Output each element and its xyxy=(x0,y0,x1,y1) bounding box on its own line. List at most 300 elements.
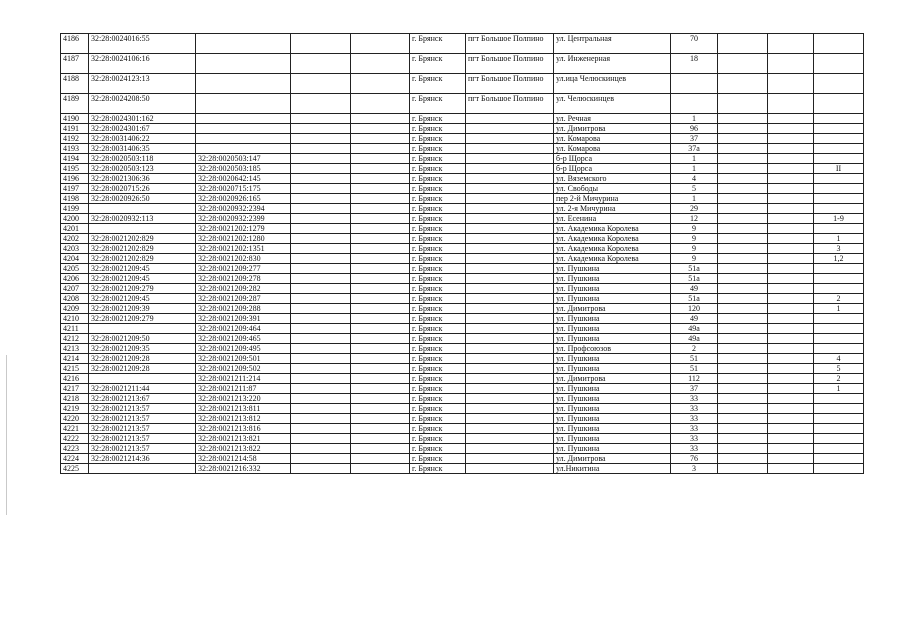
blank-cell-cell xyxy=(768,324,814,334)
blank-cell-cell xyxy=(718,194,768,204)
settlement-cell xyxy=(466,324,554,334)
cadastral-number-2-cell: 32:28:0021209:495 xyxy=(196,344,291,354)
blank-cell-cell xyxy=(291,284,351,294)
city-cell: г. Брянск xyxy=(410,94,466,114)
table-row xyxy=(61,254,864,264)
blank-cell-cell xyxy=(718,354,768,364)
row-number-cell: 4206 xyxy=(61,274,89,284)
table-row xyxy=(61,244,864,254)
settlement-cell: пгт Большое Полпино xyxy=(466,94,554,114)
blank-cell-cell xyxy=(291,464,351,474)
street-cell: ул. Пушкина xyxy=(554,424,671,434)
table-row xyxy=(61,334,864,344)
row-number-cell: 4186 xyxy=(61,34,89,54)
blank-cell-cell xyxy=(291,414,351,424)
street-cell: ул. Пушкина xyxy=(554,444,671,454)
blank-cell-cell xyxy=(718,244,768,254)
settlement-cell xyxy=(466,264,554,274)
cadastral-number-1-cell: 32:28:0020715:26 xyxy=(89,184,196,194)
house-number-cell: 33 xyxy=(671,444,718,454)
street-cell: ул. Комарова xyxy=(554,134,671,144)
apartment-cell: 1 xyxy=(814,234,864,244)
cadastral-number-1-cell: 32:28:0020503:118 xyxy=(89,154,196,164)
blank-cell-cell xyxy=(291,294,351,304)
blank-cell-cell xyxy=(291,254,351,264)
house-number-cell: 76 xyxy=(671,454,718,464)
blank-cell-cell xyxy=(718,374,768,384)
blank-cell-cell xyxy=(351,264,410,274)
cadastral-number-2-cell: 32:28:0021209:465 xyxy=(196,334,291,344)
blank-cell-cell xyxy=(718,164,768,174)
blank-cell-cell xyxy=(351,34,410,54)
blank-cell-cell xyxy=(718,234,768,244)
table-row xyxy=(61,464,864,474)
house-number-cell: 51а xyxy=(671,264,718,274)
blank-cell-cell xyxy=(718,314,768,324)
cadastral-number-2-cell xyxy=(196,74,291,94)
blank-cell-cell xyxy=(718,184,768,194)
blank-cell-cell xyxy=(768,454,814,464)
street-cell: ул. Пушкина xyxy=(554,274,671,284)
table-row xyxy=(61,184,864,194)
blank-cell-cell xyxy=(718,204,768,214)
row-number-cell: 4223 xyxy=(61,444,89,454)
table-row xyxy=(61,124,864,134)
blank-cell-cell xyxy=(718,34,768,54)
apartment-cell xyxy=(814,274,864,284)
apartment-cell xyxy=(814,174,864,184)
blank-cell-cell xyxy=(768,284,814,294)
cadastral-number-1-cell: 32:28:0021202:829 xyxy=(89,234,196,244)
house-number-cell: 37 xyxy=(671,384,718,394)
city-cell: г. Брянск xyxy=(410,354,466,364)
table-row xyxy=(61,404,864,414)
settlement-cell xyxy=(466,454,554,464)
cadastral-number-2-cell: 32:28:0021209:501 xyxy=(196,354,291,364)
blank-cell-cell xyxy=(718,94,768,114)
blank-cell-cell xyxy=(351,384,410,394)
table-row xyxy=(61,294,864,304)
blank-cell-cell xyxy=(768,334,814,344)
blank-cell-cell xyxy=(768,254,814,264)
blank-cell-cell xyxy=(351,194,410,204)
apartment-cell xyxy=(814,54,864,74)
blank-cell-cell xyxy=(291,364,351,374)
city-cell: г. Брянск xyxy=(410,434,466,444)
blank-cell-cell xyxy=(768,114,814,124)
apartment-cell: 1-9 xyxy=(814,214,864,224)
row-number-cell: 4208 xyxy=(61,294,89,304)
blank-cell-cell xyxy=(291,394,351,404)
cadastral-number-2-cell xyxy=(196,94,291,114)
apartment-cell xyxy=(814,444,864,454)
city-cell: г. Брянск xyxy=(410,394,466,404)
table-row xyxy=(61,154,864,164)
blank-cell-cell xyxy=(718,254,768,264)
house-number-cell: 9 xyxy=(671,244,718,254)
cadastral-number-1-cell: 32:28:0021306:36 xyxy=(89,174,196,184)
table-row xyxy=(61,144,864,154)
blank-cell-cell xyxy=(351,74,410,94)
cadastral-number-1-cell xyxy=(89,324,196,334)
blank-cell-cell xyxy=(351,444,410,454)
house-number-cell: 51а xyxy=(671,274,718,284)
row-number-cell: 4199 xyxy=(61,204,89,214)
cadastral-number-1-cell: 32:28:0024208:50 xyxy=(89,94,196,114)
table-row xyxy=(61,394,864,404)
apartment-cell xyxy=(814,154,864,164)
street-cell: ул. Пушкина xyxy=(554,394,671,404)
city-cell: г. Брянск xyxy=(410,464,466,474)
cadastral-number-1-cell: 32:28:0021202:829 xyxy=(89,254,196,264)
settlement-cell xyxy=(466,334,554,344)
cadastral-number-2-cell xyxy=(196,124,291,134)
blank-cell-cell xyxy=(768,434,814,444)
cadastral-number-1-cell: 32:28:0021214:36 xyxy=(89,454,196,464)
cadastral-number-1-cell: 32:28:0021209:45 xyxy=(89,274,196,284)
blank-cell-cell xyxy=(351,214,410,224)
blank-cell-cell xyxy=(291,304,351,314)
cadastral-number-2-cell: 32:28:0021202:1351 xyxy=(196,244,291,254)
city-cell: г. Брянск xyxy=(410,114,466,124)
cadastral-number-1-cell: 32:28:0020503:123 xyxy=(89,164,196,174)
address-register-table xyxy=(60,33,864,474)
row-number-cell: 4201 xyxy=(61,224,89,234)
street-cell: ул. Есенина xyxy=(554,214,671,224)
city-cell: г. Брянск xyxy=(410,124,466,134)
house-number-cell: 96 xyxy=(671,124,718,134)
table-row xyxy=(61,374,864,384)
settlement-cell xyxy=(466,274,554,284)
cadastral-number-1-cell: 32:28:0024106:16 xyxy=(89,54,196,74)
blank-cell-cell xyxy=(291,324,351,334)
house-number-cell: 29 xyxy=(671,204,718,214)
cadastral-number-2-cell: 32:28:0021213:821 xyxy=(196,434,291,444)
row-number-cell: 4195 xyxy=(61,164,89,174)
blank-cell-cell xyxy=(291,154,351,164)
blank-cell-cell xyxy=(768,354,814,364)
street-cell: ул. Пушкина xyxy=(554,264,671,274)
apartment-cell xyxy=(814,94,864,114)
house-number-cell: 49 xyxy=(671,314,718,324)
settlement-cell xyxy=(466,424,554,434)
cadastral-number-2-cell: 32:28:0020642:145 xyxy=(196,174,291,184)
blank-cell-cell xyxy=(351,374,410,384)
blank-cell-cell xyxy=(768,214,814,224)
house-number-cell: 120 xyxy=(671,304,718,314)
house-number-cell: 112 xyxy=(671,374,718,384)
street-cell: б-р Щорса xyxy=(554,164,671,174)
street-cell: б-р Щорса xyxy=(554,154,671,164)
cadastral-number-2-cell: 32:28:0021209:277 xyxy=(196,264,291,274)
table-row xyxy=(61,194,864,204)
blank-cell-cell xyxy=(718,274,768,284)
settlement-cell xyxy=(466,464,554,474)
cadastral-number-2-cell: 32:28:0021213:822 xyxy=(196,444,291,454)
table-row xyxy=(61,424,864,434)
street-cell: ул. Димитрова xyxy=(554,304,671,314)
table-row xyxy=(61,324,864,334)
cadastral-number-1-cell: 32:28:0031406:22 xyxy=(89,134,196,144)
table-row xyxy=(61,224,864,234)
blank-cell-cell xyxy=(718,144,768,154)
table-row xyxy=(61,34,864,54)
blank-cell-cell xyxy=(351,454,410,464)
house-number-cell: 5 xyxy=(671,184,718,194)
blank-cell-cell xyxy=(718,384,768,394)
city-cell: г. Брянск xyxy=(410,294,466,304)
row-number-cell: 4211 xyxy=(61,324,89,334)
street-cell: пер 2-й Мичурина xyxy=(554,194,671,204)
settlement-cell: пгт Большое Полпино xyxy=(466,54,554,74)
street-cell: ул. Пушкина xyxy=(554,364,671,374)
table-row xyxy=(61,74,864,94)
cadastral-number-1-cell: 32:28:0021209:45 xyxy=(89,294,196,304)
blank-cell-cell xyxy=(768,244,814,254)
apartment-cell: 1,2 xyxy=(814,254,864,264)
city-cell: г. Брянск xyxy=(410,284,466,294)
apartment-cell xyxy=(814,344,864,354)
house-number-cell: 49 xyxy=(671,284,718,294)
street-cell: ул.ица Челюскинцев xyxy=(554,74,671,94)
apartment-cell xyxy=(814,464,864,474)
blank-cell-cell xyxy=(291,454,351,464)
street-cell: ул. Вяземского xyxy=(554,174,671,184)
cadastral-number-1-cell: 32:28:0024301:67 xyxy=(89,124,196,134)
table-row xyxy=(61,134,864,144)
blank-cell-cell xyxy=(291,374,351,384)
street-cell: ул. Свободы xyxy=(554,184,671,194)
row-number-cell: 4190 xyxy=(61,114,89,124)
cadastral-number-1-cell: 32:28:0021213:57 xyxy=(89,434,196,444)
house-number-cell xyxy=(671,94,718,114)
cadastral-number-2-cell: 32:28:0021211:214 xyxy=(196,374,291,384)
house-number-cell: 33 xyxy=(671,434,718,444)
blank-cell-cell xyxy=(718,124,768,134)
city-cell: г. Брянск xyxy=(410,154,466,164)
blank-cell-cell xyxy=(291,214,351,224)
street-cell: ул. Речная xyxy=(554,114,671,124)
street-cell: ул. Академика Королева xyxy=(554,244,671,254)
house-number-cell: 1 xyxy=(671,154,718,164)
apartment-cell xyxy=(814,434,864,444)
blank-cell-cell xyxy=(768,94,814,114)
blank-cell-cell xyxy=(768,224,814,234)
blank-cell-cell xyxy=(351,244,410,254)
row-number-cell: 4189 xyxy=(61,94,89,114)
blank-cell-cell xyxy=(768,464,814,474)
street-cell: ул. Пушкина xyxy=(554,284,671,294)
settlement-cell xyxy=(466,144,554,154)
table-row xyxy=(61,54,864,74)
table-body xyxy=(61,34,864,474)
blank-cell-cell xyxy=(291,144,351,154)
city-cell: г. Брянск xyxy=(410,364,466,374)
cadastral-number-2-cell: 32:28:0021214:58 xyxy=(196,454,291,464)
cadastral-number-1-cell: 32:28:0021213:67 xyxy=(89,394,196,404)
row-number-cell: 4216 xyxy=(61,374,89,384)
row-number-cell: 4218 xyxy=(61,394,89,404)
settlement-cell xyxy=(466,364,554,374)
street-cell: ул. Пушкина xyxy=(554,334,671,344)
street-cell: ул. Пушкина xyxy=(554,404,671,414)
cadastral-number-1-cell: 32:28:0021209:279 xyxy=(89,314,196,324)
apartment-cell: 2 xyxy=(814,294,864,304)
city-cell: г. Брянск xyxy=(410,314,466,324)
apartment-cell xyxy=(814,124,864,134)
apartment-cell xyxy=(814,264,864,274)
settlement-cell xyxy=(466,234,554,244)
street-cell: ул. Академика Королева xyxy=(554,254,671,264)
city-cell: г. Брянск xyxy=(410,134,466,144)
row-number-cell: 4188 xyxy=(61,74,89,94)
city-cell: г. Брянск xyxy=(410,344,466,354)
blank-cell-cell xyxy=(718,444,768,454)
cadastral-number-1-cell: 32:28:0021213:57 xyxy=(89,404,196,414)
blank-cell-cell xyxy=(768,274,814,284)
apartment-cell xyxy=(814,194,864,204)
apartment-cell xyxy=(814,414,864,424)
apartment-cell xyxy=(814,324,864,334)
settlement-cell xyxy=(466,304,554,314)
cadastral-number-2-cell: 32:28:0021209:278 xyxy=(196,274,291,284)
blank-cell-cell xyxy=(718,264,768,274)
blank-cell-cell xyxy=(291,384,351,394)
cadastral-number-1-cell: 32:28:0021209:35 xyxy=(89,344,196,354)
house-number-cell: 51 xyxy=(671,364,718,374)
blank-cell-cell xyxy=(291,314,351,324)
street-cell: ул. Инженерная xyxy=(554,54,671,74)
blank-cell-cell xyxy=(351,134,410,144)
blank-cell-cell xyxy=(291,354,351,364)
blank-cell-cell xyxy=(768,174,814,184)
blank-cell-cell xyxy=(351,364,410,374)
settlement-cell xyxy=(466,114,554,124)
cadastral-number-2-cell: 32:28:0021209:287 xyxy=(196,294,291,304)
blank-cell-cell xyxy=(351,324,410,334)
blank-cell-cell xyxy=(718,114,768,124)
settlement-cell xyxy=(466,294,554,304)
city-cell: г. Брянск xyxy=(410,384,466,394)
blank-cell-cell xyxy=(351,204,410,214)
blank-cell-cell xyxy=(768,194,814,204)
city-cell: г. Брянск xyxy=(410,254,466,264)
table-row xyxy=(61,414,864,424)
cadastral-number-2-cell: 32:28:0020932:2399 xyxy=(196,214,291,224)
cadastral-number-2-cell xyxy=(196,144,291,154)
blank-cell-cell xyxy=(291,94,351,114)
blank-cell-cell xyxy=(351,464,410,474)
blank-cell-cell xyxy=(768,264,814,274)
cadastral-number-1-cell: 32:28:0020926:50 xyxy=(89,194,196,204)
table-row xyxy=(61,274,864,284)
settlement-cell xyxy=(466,244,554,254)
cadastral-number-2-cell: 32:28:0021209:391 xyxy=(196,314,291,324)
city-cell: г. Брянск xyxy=(410,54,466,74)
cadastral-number-2-cell xyxy=(196,114,291,124)
cadastral-number-1-cell xyxy=(89,464,196,474)
cadastral-number-1-cell: 32:28:0021213:57 xyxy=(89,424,196,434)
blank-cell-cell xyxy=(718,404,768,414)
city-cell: г. Брянск xyxy=(410,304,466,314)
blank-cell-cell xyxy=(351,424,410,434)
apartment-cell xyxy=(814,114,864,124)
blank-cell-cell xyxy=(351,304,410,314)
table-row xyxy=(61,454,864,464)
table-row xyxy=(61,204,864,214)
blank-cell-cell xyxy=(291,74,351,94)
blank-cell-cell xyxy=(291,34,351,54)
blank-cell-cell xyxy=(351,174,410,184)
cadastral-number-1-cell xyxy=(89,204,196,214)
cadastral-number-2-cell: 32:28:0020503:147 xyxy=(196,154,291,164)
blank-cell-cell xyxy=(768,34,814,54)
blank-cell-cell xyxy=(768,144,814,154)
city-cell: г. Брянск xyxy=(410,324,466,334)
street-cell: ул.Никитина xyxy=(554,464,671,474)
row-number-cell: 4207 xyxy=(61,284,89,294)
cadastral-number-1-cell: 32:28:0024016:55 xyxy=(89,34,196,54)
blank-cell-cell xyxy=(351,184,410,194)
table-row xyxy=(61,364,864,374)
blank-cell-cell xyxy=(768,54,814,74)
cadastral-number-2-cell: 32:28:0021213:816 xyxy=(196,424,291,434)
table-row xyxy=(61,304,864,314)
apartment-cell xyxy=(814,204,864,214)
blank-cell-cell xyxy=(718,434,768,444)
blank-cell-cell xyxy=(291,124,351,134)
blank-cell-cell xyxy=(351,144,410,154)
apartment-cell: 2 xyxy=(814,374,864,384)
city-cell: г. Брянск xyxy=(410,244,466,254)
blank-cell-cell xyxy=(351,394,410,404)
city-cell: г. Брянск xyxy=(410,374,466,384)
house-number-cell: 51а xyxy=(671,294,718,304)
blank-cell-cell xyxy=(351,274,410,284)
city-cell: г. Брянск xyxy=(410,144,466,154)
apartment-cell xyxy=(814,334,864,344)
blank-cell-cell xyxy=(718,74,768,94)
row-number-cell: 4203 xyxy=(61,244,89,254)
blank-cell-cell xyxy=(351,154,410,164)
settlement-cell xyxy=(466,224,554,234)
cadastral-number-1-cell xyxy=(89,374,196,384)
house-number-cell: 18 xyxy=(671,54,718,74)
street-cell: ул. Пушкина xyxy=(554,384,671,394)
street-cell: ул. Пушкина xyxy=(554,414,671,424)
apartment-cell: 5 xyxy=(814,364,864,374)
blank-cell-cell xyxy=(718,284,768,294)
table-row xyxy=(61,164,864,174)
blank-cell-cell xyxy=(291,264,351,274)
settlement-cell xyxy=(466,154,554,164)
row-number-cell: 4192 xyxy=(61,134,89,144)
blank-cell-cell xyxy=(768,414,814,424)
house-number-cell: 33 xyxy=(671,394,718,404)
settlement-cell xyxy=(466,204,554,214)
settlement-cell xyxy=(466,444,554,454)
blank-cell-cell xyxy=(768,184,814,194)
house-number-cell: 9 xyxy=(671,234,718,244)
row-number-cell: 4205 xyxy=(61,264,89,274)
blank-cell-cell xyxy=(291,404,351,414)
blank-cell-cell xyxy=(718,364,768,374)
blank-cell-cell xyxy=(351,414,410,424)
blank-cell-cell xyxy=(351,314,410,324)
city-cell: г. Брянск xyxy=(410,174,466,184)
table-row xyxy=(61,234,864,244)
cadastral-number-1-cell: 32:28:0021202:829 xyxy=(89,244,196,254)
